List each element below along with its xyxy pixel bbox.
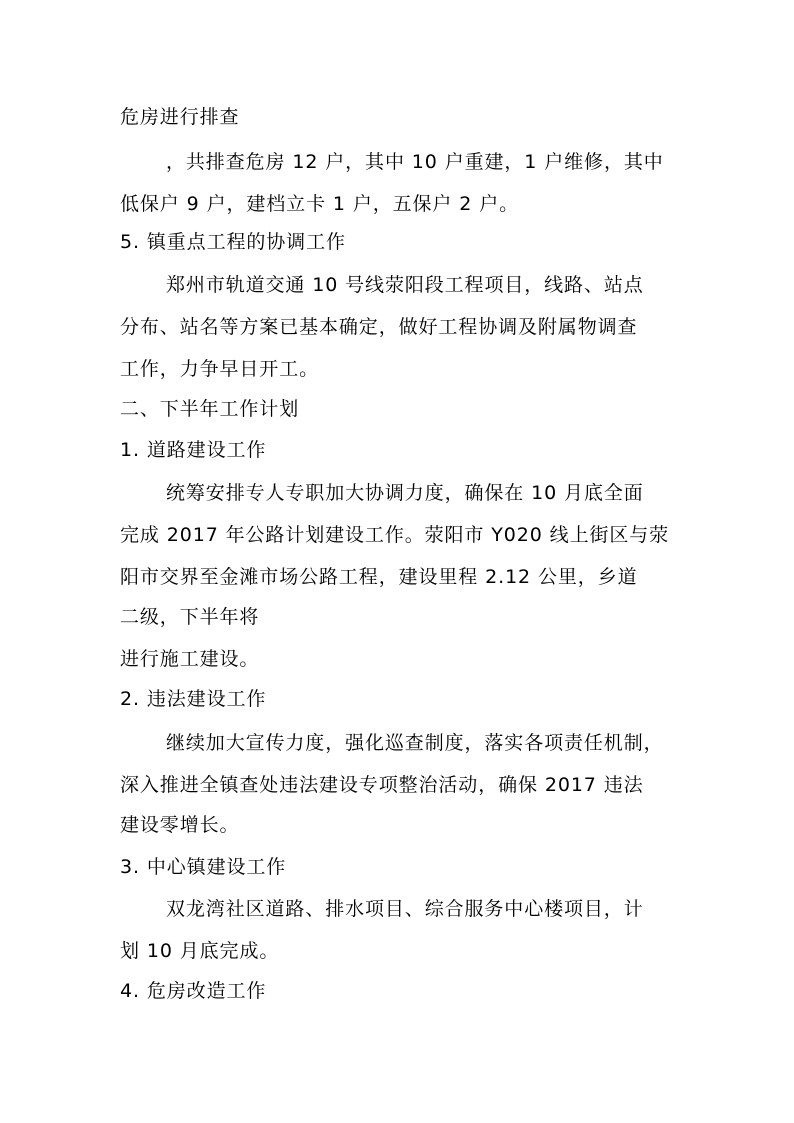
section-heading: 4. 危房改造工作	[120, 980, 267, 1002]
body-text-line: 建设零增长。	[120, 814, 240, 836]
body-text-line: 划 10 月底完成。	[120, 940, 280, 962]
body-text-line: 分布、站名等方案已基本确定，做好工程协调及附属物调查	[120, 316, 638, 338]
body-text-line: 二级，下半年将	[120, 606, 260, 628]
body-text-line: 郑州市轨道交通 10 号线荥阳段工程项目，线路、站点	[166, 274, 644, 296]
body-text-line: 阳市交界至金滩市场公路工程，建设里程 2.12 公里，乡道	[120, 566, 638, 588]
body-text-line: 统筹安排专人专职加大协调力度，确保在 10 月底全面	[166, 482, 644, 504]
section-heading: 3. 中心镇建设工作	[120, 856, 287, 878]
body-text-line: 完成 2017 年公路计划建设工作。荥阳市 Y020 线上街区与荥	[120, 524, 670, 546]
body-text-line: 低保户 9 户，建档立卡 1 户，五保户 2 户。	[120, 193, 520, 215]
body-text-line: 继续加大宣传力度，强化巡查制度，落实各项责任机制，	[166, 732, 664, 754]
body-text-line: 工作，力争早日开工。	[120, 358, 320, 380]
section-heading: 5. 镇重点工程的协调工作	[120, 231, 346, 253]
body-text-line: 深入推进全镇查处违法建设专项整治活动，确保 2017 违法	[120, 774, 644, 796]
body-text-line: 双龙湾社区道路、排水项目、综合服务中心楼项目，计	[166, 898, 644, 920]
section-heading: 二、下半年工作计划	[120, 398, 300, 420]
body-text-line: ，共排查危房 12 户，其中 10 户重建，1 户维修，其中	[166, 151, 664, 173]
section-heading: 2. 违法建设工作	[120, 688, 267, 710]
body-text-line: 危房进行排查	[120, 106, 240, 128]
section-heading: 1. 道路建设工作	[120, 439, 267, 461]
body-text-line: 进行施工建设。	[120, 648, 260, 670]
